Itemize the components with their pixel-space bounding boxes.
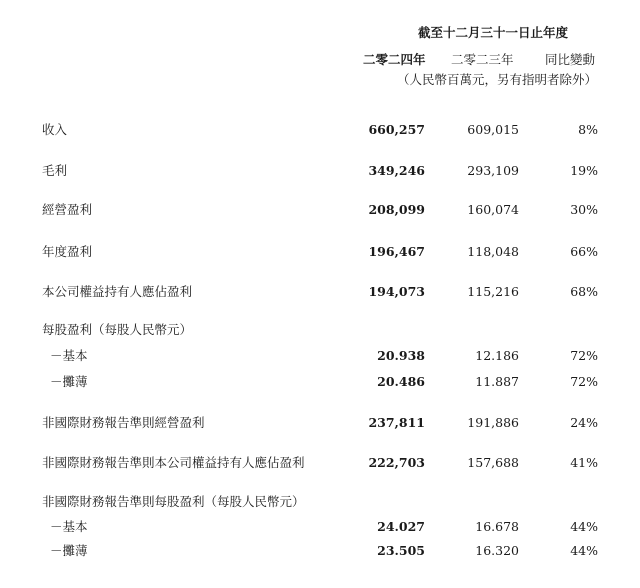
table-row — [0, 541, 640, 561]
value-2024: 660,257 — [368, 122, 425, 137]
yoy-change: 41% — [570, 455, 598, 470]
yoy-change: 72% — [570, 348, 598, 363]
yoy-change: 68% — [570, 284, 598, 299]
unit-note: （人民幣百萬元，另有指明者除外） — [397, 72, 598, 87]
value-2023: 191,886 — [467, 415, 519, 430]
row-label: －基本 — [50, 519, 88, 534]
value-2023: 118,048 — [467, 244, 519, 259]
table-row — [0, 413, 640, 433]
value-2023: 157,688 — [467, 455, 519, 470]
value-2024: 222,703 — [368, 455, 425, 470]
row-label: 非國際財務報告準則本公司權益持有人應佔盈利 — [42, 455, 305, 470]
yoy-change: 72% — [570, 374, 598, 389]
table-row — [0, 346, 640, 366]
value-2023: 115,216 — [467, 284, 519, 299]
table-row — [0, 372, 640, 392]
table-row — [0, 517, 640, 537]
yoy-change: 66% — [570, 244, 598, 259]
row-label: 毛利 — [42, 163, 68, 178]
yoy-change: 30% — [570, 202, 598, 217]
value-2023: 609,015 — [467, 122, 519, 137]
row-label: 本公司權益持有人應佔盈利 — [42, 284, 193, 299]
row-label: 經營盈利 — [42, 202, 93, 217]
yoy-change: 19% — [570, 163, 598, 178]
value-2023: 12.186 — [475, 348, 519, 363]
table-row — [0, 320, 640, 340]
column-header-2024: 二零二四年 — [363, 52, 426, 67]
row-label: 年度盈利 — [42, 244, 93, 259]
value-2023: 293,109 — [467, 163, 519, 178]
yoy-change: 8% — [578, 122, 598, 137]
table-row — [0, 200, 640, 220]
value-2024: 23.505 — [377, 543, 425, 558]
row-label: 非國際財務報告準則經營盈利 — [42, 415, 205, 430]
yoy-change: 44% — [570, 543, 598, 558]
value-2024: 237,811 — [368, 415, 425, 430]
table-row — [0, 282, 640, 302]
table-row — [0, 161, 640, 181]
row-label: 收入 — [42, 122, 68, 137]
row-label: 每股盈利（每股人民幣元） — [42, 322, 193, 337]
row-label: －攤薄 — [50, 543, 88, 558]
period-heading: 截至十二月三十一日止年度 — [418, 25, 569, 40]
value-2023: 160,074 — [467, 202, 519, 217]
yoy-change: 44% — [570, 519, 598, 534]
value-2024: 20.486 — [377, 374, 425, 389]
column-header-yoy-change: 同比變動 — [545, 52, 596, 67]
value-2024: 194,073 — [368, 284, 425, 299]
value-2024: 196,467 — [368, 244, 425, 259]
value-2023: 16.320 — [475, 543, 519, 558]
table-row — [0, 120, 640, 140]
table-row — [0, 492, 640, 512]
row-label: －攤薄 — [50, 374, 88, 389]
row-label: －基本 — [50, 348, 88, 363]
column-header-2023: 二零二三年 — [451, 52, 514, 67]
value-2023: 11.887 — [475, 374, 519, 389]
table-row — [0, 242, 640, 262]
value-2024: 208,099 — [368, 202, 425, 217]
value-2023: 16.678 — [475, 519, 519, 534]
yoy-change: 24% — [570, 415, 598, 430]
table-row — [0, 453, 640, 473]
value-2024: 349,246 — [368, 163, 425, 178]
row-label: 非國際財務報告準則每股盈利（每股人民幣元） — [42, 494, 305, 509]
value-2024: 20.938 — [377, 348, 425, 363]
value-2024: 24.027 — [377, 519, 425, 534]
